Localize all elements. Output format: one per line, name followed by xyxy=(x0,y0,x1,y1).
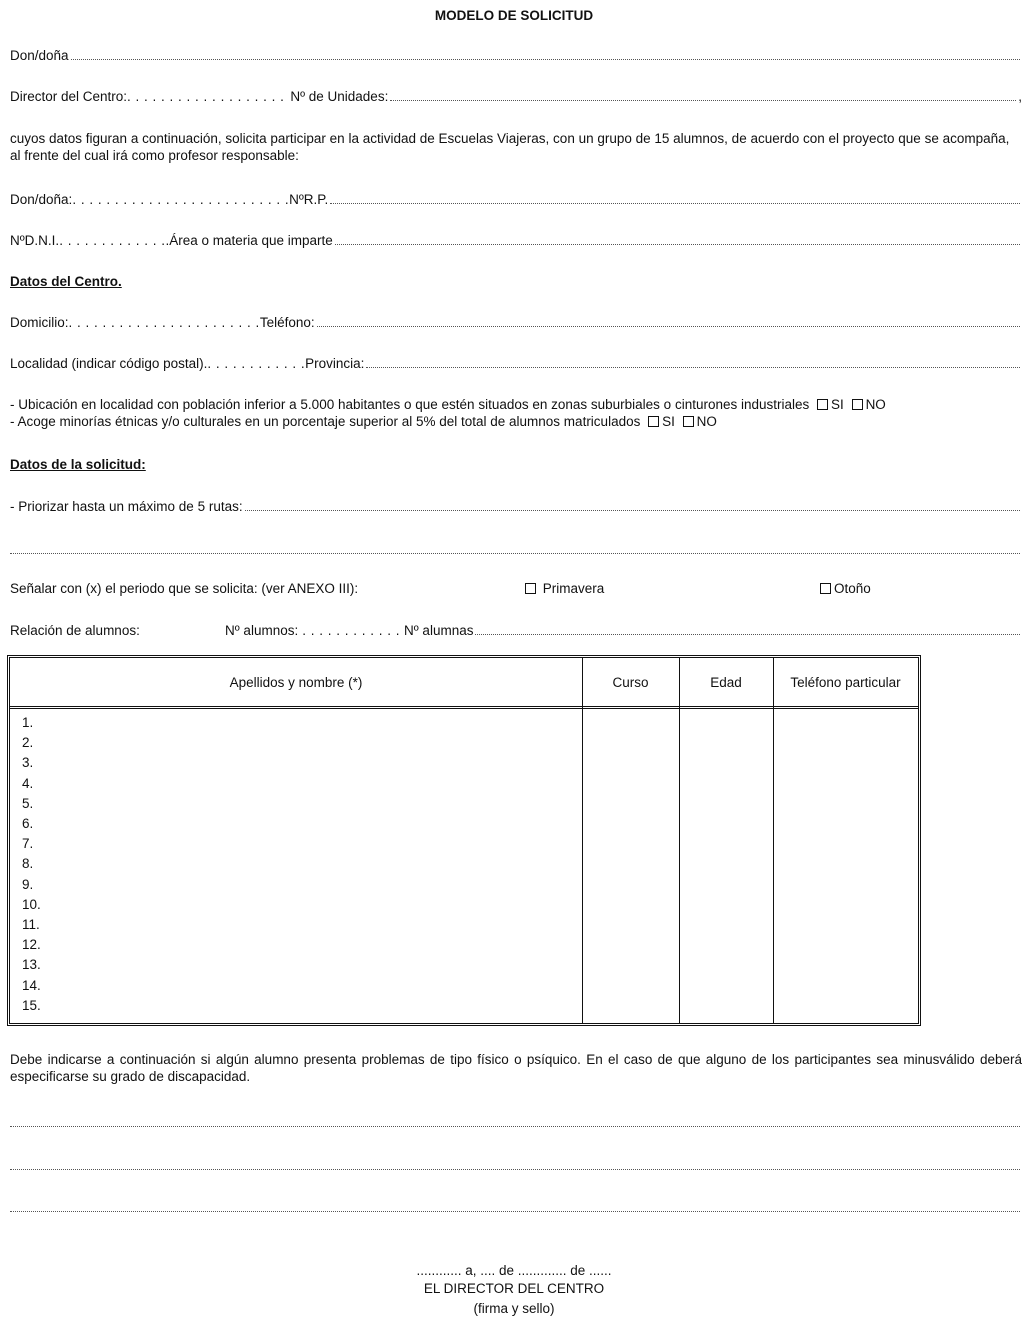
table-row[interactable]: 1. xyxy=(22,715,34,730)
director-field[interactable]: . . . . . . . . . . . . . . . . . . . xyxy=(127,89,285,104)
table-row[interactable]: 4. xyxy=(22,775,34,791)
table-row[interactable]: 8. xyxy=(22,856,34,872)
table-row[interactable]: 6. xyxy=(22,816,34,831)
table-row[interactable]: 5. xyxy=(22,795,34,811)
n-alumnos-label: Nº alumnos: xyxy=(225,623,299,638)
ubicacion-si-checkbox[interactable] xyxy=(817,399,828,410)
unidades-label: Nº de Unidades: xyxy=(290,89,389,104)
provincia-label: Provincia: xyxy=(305,356,365,371)
don-dona-label: Don/doña xyxy=(10,48,69,63)
table-row[interactable]: 12. xyxy=(22,937,41,953)
localidad-line xyxy=(10,356,1022,371)
table-row[interactable]: 10. xyxy=(22,896,41,912)
localidad-label: Localidad (indicar código postal). xyxy=(10,356,208,371)
don-dona-line xyxy=(10,48,1022,63)
ubicacion-no-checkbox[interactable] xyxy=(852,399,863,410)
priorizar-label: - Priorizar hasta un máximo de 5 rutas: xyxy=(10,499,243,514)
profesor-label: Don/doña: xyxy=(10,192,73,207)
minorias-line xyxy=(10,414,717,429)
don-dona-field[interactable] xyxy=(71,58,1020,60)
n-alumnas-label: Nº alumnas xyxy=(404,623,474,638)
notes-line-1[interactable] xyxy=(10,1125,1020,1127)
director-line xyxy=(10,89,1022,104)
relacion-label: Relación de alumnos: xyxy=(10,623,140,638)
ubicacion-text: - Ubicación en localidad con población inferior a 5.000 habitantes o que estén situados en zonas suburbiales o cinturones industriales xyxy=(10,397,810,412)
date-line: ............ a, .... de ............. de ...... xyxy=(416,1263,612,1278)
primavera-label: Primavera xyxy=(542,581,605,596)
minorias-si-label: SI xyxy=(662,414,675,429)
area-label: .Área o materia que imparte xyxy=(165,233,333,248)
header-telefono: Teléfono particular xyxy=(790,674,901,690)
otono-label: Otoño xyxy=(834,581,871,596)
n-alumnas-field[interactable] xyxy=(475,633,1020,635)
profesor-field[interactable]: . . . . . . . . . . . . . . . . . . . . . . . . . . xyxy=(72,192,290,207)
nrp-field[interactable] xyxy=(330,202,1020,204)
ubicacion-no-label: NO xyxy=(865,397,886,412)
signer-label: EL DIRECTOR DEL CENTRO xyxy=(423,1281,605,1296)
minorias-si-checkbox[interactable] xyxy=(648,416,659,427)
minorias-text: - Acoge minorías étnicas y/o culturales en un porcentaje superior al 5% del total de alumnos matriculados xyxy=(10,414,641,429)
table-row[interactable]: 2. xyxy=(22,735,34,751)
solicitud-heading: Datos de la solicitud: xyxy=(10,457,146,472)
ubicacion-line xyxy=(10,397,886,412)
localidad-field[interactable]: . . . . . . . . . . . . xyxy=(207,356,306,371)
table-row[interactable]: 7. xyxy=(22,836,34,852)
director-label: Director del Centro: xyxy=(10,89,128,104)
page-title: MODELO DE SOLICITUD xyxy=(434,8,594,23)
n-alumnos-field[interactable]: . . . . . . . . . . . . xyxy=(302,623,400,638)
dni-line xyxy=(10,233,1022,248)
table-row[interactable]: 3. xyxy=(22,755,34,771)
trailing-comma: , xyxy=(1018,89,1022,104)
col-divider xyxy=(679,658,680,1023)
seal-label: (firma y sello) xyxy=(473,1301,555,1316)
table-row[interactable]: 9. xyxy=(22,876,34,892)
table-row[interactable]: 14. xyxy=(22,977,41,993)
priorizar-extra-line[interactable] xyxy=(10,552,1020,554)
otono-checkbox[interactable] xyxy=(820,583,831,594)
table-row[interactable]: 11. xyxy=(22,917,40,932)
telefono-label: Teléfono: xyxy=(259,315,315,330)
priorizar-line xyxy=(10,499,1022,514)
table-row[interactable]: 13. xyxy=(22,957,41,973)
col-divider xyxy=(582,658,583,1023)
alumnos-table xyxy=(7,655,921,1026)
dni-field[interactable]: . . . . . . . . . . . . . xyxy=(59,233,166,248)
table-row[interactable]: 15. xyxy=(22,997,41,1013)
col-divider xyxy=(773,658,774,1023)
domicilio-line xyxy=(10,315,1022,330)
domicilio-field[interactable]: . . . . . . . . . . . . . . . . . . . . . . . xyxy=(68,315,260,330)
centro-heading: Datos del Centro. xyxy=(10,274,122,289)
otono-option[interactable] xyxy=(816,581,871,596)
notes-paragraph: Debe indicarse a continuación si algún alumno presenta problemas de tipo físico o psíquico. En el caso de que alguno de los participantes sea minusválido deberá especificarse su grado de discapacidad. xyxy=(10,1052,1022,1084)
header-edad: Edad xyxy=(710,674,742,690)
dni-label: NºD.N.I. xyxy=(10,233,60,248)
provincia-field[interactable] xyxy=(366,366,1020,368)
minorias-no-checkbox[interactable] xyxy=(683,416,694,427)
primavera-option[interactable] xyxy=(521,581,604,596)
intro-paragraph: cuyos datos figuran a continuación, solicita participar en la actividad de Escuelas Viajeras, con un grupo de 15 alumnos, de acuerdo con el proyecto que se acompaña, al frente del cual irá como profesor responsable: xyxy=(10,131,1010,163)
periodo-label: Señalar con (x) el periodo que se solicita: (ver ANEXO III): xyxy=(10,581,359,596)
telefono-field[interactable] xyxy=(317,325,1020,327)
profesor-line xyxy=(10,192,1022,207)
notes-line-2[interactable] xyxy=(10,1168,1020,1170)
minorias-no-label: NO xyxy=(696,414,717,429)
primavera-checkbox[interactable] xyxy=(525,583,536,594)
notes-line-3[interactable] xyxy=(10,1210,1020,1212)
domicilio-label: Domicilio: xyxy=(10,315,69,330)
header-curso: Curso xyxy=(612,674,649,690)
area-field[interactable] xyxy=(335,243,1020,245)
nrp-label: NºR.P. xyxy=(289,192,329,207)
alumnos-line xyxy=(225,623,1022,638)
priorizar-field[interactable] xyxy=(245,509,1020,511)
header-nombre: Apellidos y nombre (*) xyxy=(229,674,363,690)
ubicacion-si-label: SI xyxy=(831,397,844,412)
unidades-field[interactable] xyxy=(390,99,1016,101)
